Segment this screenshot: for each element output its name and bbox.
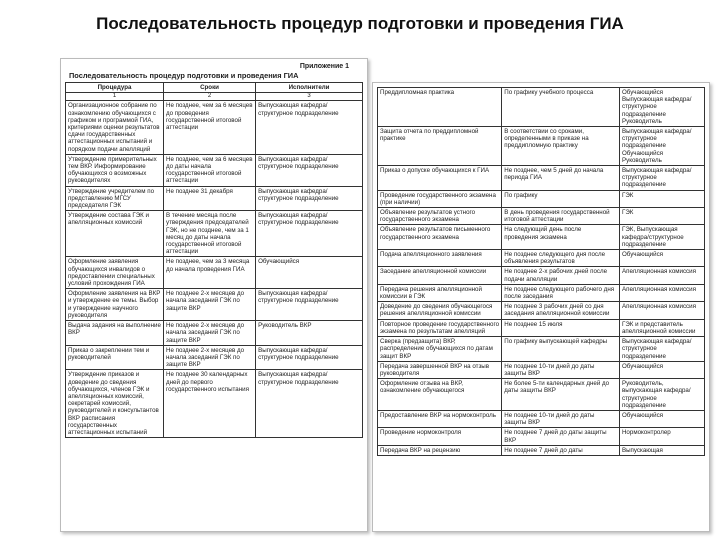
procedure-cell: Сверка (предзащита) ВКР, распределение обучающихся по датам защит ВКР xyxy=(378,337,502,362)
table-row xyxy=(378,250,705,267)
executor-cell: ГЭК и представитель апелляционной комиссии xyxy=(619,319,704,336)
executor-cell: Обучающийся xyxy=(619,410,704,427)
deadline-cell: Не позднее 2-х месяцев до начала заседаний ГЭК по защите ВКР xyxy=(164,321,256,346)
table-row xyxy=(378,302,705,319)
table-row xyxy=(66,257,363,289)
executor-cell: Обучающийся xyxy=(619,250,704,267)
deadline-cell: Не позднее 2-х месяцев до начала заседаний ГЭК по защите ВКР xyxy=(164,289,256,321)
deadline-cell: Не более 5-ти календарных дней до даты защиты ВКР xyxy=(502,379,620,411)
procedure-cell: Объявление результатов письменного государственного экзамена xyxy=(378,225,502,250)
deadline-cell: По графику учебного процесса xyxy=(502,88,620,127)
procedures-table-left xyxy=(65,82,363,438)
executor-cell: Выпускающая кафедра/структурное подразделение xyxy=(256,345,363,370)
deadline-cell: Не позднее следующего рабочего дня после заседания xyxy=(502,284,620,301)
table-row xyxy=(378,445,705,455)
procedure-cell: Защита отчета по преддипломной практике xyxy=(378,127,502,166)
deadline-cell: Не позднее 2-х месяцев до начала заседаний ГЭК по защите ВКР xyxy=(164,345,256,370)
procedure-cell: Повторное проведение государственного экзамена по результатам апелляций xyxy=(378,319,502,336)
table-row xyxy=(378,166,705,191)
executor-cell: ГЭК xyxy=(619,190,704,207)
procedure-cell: Приказ о допуске обучающихся к ГИА xyxy=(378,166,502,191)
table-row xyxy=(66,101,363,154)
header-procedure: Процедура xyxy=(66,83,164,93)
executor-cell: ГЭК xyxy=(619,208,704,225)
table-row xyxy=(66,211,363,257)
procedure-cell: Преддипломная практика xyxy=(378,88,502,127)
table-row xyxy=(378,267,705,284)
executor-cell: Выпускающая кафедра/структурное подразделение xyxy=(256,101,363,154)
deadline-cell: Не позднее 7 дней до даты xyxy=(502,445,620,455)
deadline-cell: В соответствии со сроками, определенными в приказе на преддипломную практику xyxy=(502,127,620,166)
executor-cell: Апелляционная комиссия xyxy=(619,284,704,301)
procedure-cell: Оформление отзыва на ВКР, ознакомление обучающегося xyxy=(378,379,502,411)
deadline-cell: Не позднее, чем за 6 месяцев до проведения государственной итоговой аттестации xyxy=(164,101,256,154)
table-row xyxy=(66,321,363,346)
executor-cell: Апелляционная комиссия xyxy=(619,302,704,319)
deadline-cell: В течение месяца после утверждения председателей ГЭК, но не позднее, чем за 1 месяц до даты начала государственной итоговой аттестации xyxy=(164,211,256,257)
procedure-cell: Объявление результатов устного государственного экзамена xyxy=(378,208,502,225)
procedure-cell: Оформление заявления на ВКР и утверждение ее темы. Выбор и утверждение научного руководителя xyxy=(66,289,164,321)
procedure-cell: Утверждение приказов и доведение до сведения обучающихся, членов ГЭК и апелляционных комиссий, секретарей комиссий, руководителей и консультантов ВКР расписания государственных аттестационных испытаний xyxy=(66,370,164,438)
document-subtitle: Последовательность процедур подготовки и проведения ГИА xyxy=(69,71,299,80)
procedure-cell: Проведение государственного экзамена (при наличии) xyxy=(378,190,502,207)
annex-label: Приложение 1 xyxy=(299,63,349,70)
header-number: 2 xyxy=(164,93,256,101)
deadline-cell: Не позднее 10-ти дней до даты защиты ВКР xyxy=(502,361,620,378)
header-deadline: Сроки xyxy=(164,83,256,93)
table-row xyxy=(378,337,705,362)
deadline-cell: Не позднее, чем за 3 месяца до начала проведения ГИА xyxy=(164,257,256,289)
executor-cell: Обучающийся Выпускающая кафедра/структурное подразделение Руководитель xyxy=(619,88,704,127)
table-row xyxy=(66,289,363,321)
procedure-cell: Выдача задания на выполнение ВКР xyxy=(66,321,164,346)
deadline-cell: Не позднее 3 рабочих дней со дня заседания апелляционной комиссии xyxy=(502,302,620,319)
deadline-cell: Не позднее следующего дня после объявления результатов xyxy=(502,250,620,267)
executor-cell: Выпускающая кафедра/структурное подразделение Обучающийся Руководитель xyxy=(619,127,704,166)
deadline-cell: Не позднее 15 июля xyxy=(502,319,620,336)
procedure-cell: Утверждение примерительных тем ВКР. Информирование обучающихся о возможных руководителях xyxy=(66,154,164,186)
procedure-cell: Заседание апелляционной комиссии xyxy=(378,267,502,284)
executor-cell: Руководитель, выпускающая кафедра/структурное подразделение xyxy=(619,379,704,411)
procedure-cell: Предоставление ВКР на нормоконтроль xyxy=(378,410,502,427)
procedure-cell: Организационное собрание по ознакомлению обучающихся с графиком и программой ГИА, критериями оценки результатов сдачи государственных аттестационных испытаний и порядком подачи апелляций xyxy=(66,101,164,154)
procedure-cell: Передача завершенной ВКР на отзыв руководителя xyxy=(378,361,502,378)
table-row xyxy=(378,379,705,411)
executor-cell: Выпускающая xyxy=(619,445,704,455)
deadline-cell: По графику xyxy=(502,190,620,207)
deadline-cell: По графику выпускающей кафедры xyxy=(502,337,620,362)
deadline-cell: Не позднее 2-х рабочих дней после подачи апелляции xyxy=(502,267,620,284)
document-page-left xyxy=(60,58,368,532)
executor-cell: Апелляционная комиссия xyxy=(619,267,704,284)
deadline-cell: Не позднее 30 календарных дней до первого государственного испытания xyxy=(164,370,256,438)
procedure-cell: Передача ВКР на рецензию xyxy=(378,445,502,455)
table-row xyxy=(66,345,363,370)
deadline-cell: Не позднее, чем 5 дней до начала периода ГИА xyxy=(502,166,620,191)
deadline-cell: Не позднее, чем за 6 месяцев до даты начала государственной итоговой аттестации xyxy=(164,154,256,186)
deadline-cell: Не позднее 10-ти дней до даты защиты ВКР xyxy=(502,410,620,427)
procedure-cell: Оформление заявления обучающихся инвалидов о предоставлении специальных условий прохождения ГИА xyxy=(66,257,164,289)
executor-cell: Обучающийся xyxy=(256,257,363,289)
executor-cell: Обучающийся xyxy=(619,361,704,378)
executor-cell: Выпускающая кафедра/структурное подразделение xyxy=(256,370,363,438)
document-page-right xyxy=(372,82,710,532)
procedure-cell: Передача решения апелляционной комиссии в ГЭК xyxy=(378,284,502,301)
procedure-cell: Утверждение состава ГЭК и апелляционных комиссий xyxy=(66,211,164,257)
table-header-number-row xyxy=(66,93,363,101)
executor-cell: Выпускающая кафедра/структурное подразделение xyxy=(256,289,363,321)
procedure-cell: Доведение до сведения обучающегося решения апелляционной комиссии xyxy=(378,302,502,319)
executor-cell: Выпускающая кафедра/структурное подразделение xyxy=(619,337,704,362)
table-row xyxy=(378,190,705,207)
procedure-cell: Проведение нормоконтроля xyxy=(378,428,502,445)
deadline-cell: На следующий день после проведения экзамена xyxy=(502,225,620,250)
table-row xyxy=(66,370,363,438)
slide-title: Последовательность процедур подготовки и проведения ГИА xyxy=(96,14,624,33)
table-row xyxy=(66,154,363,186)
table-row xyxy=(378,284,705,301)
procedure-cell: Подача апелляционного заявления xyxy=(378,250,502,267)
executor-cell: Нормоконтролер xyxy=(619,428,704,445)
header-executors: Исполнители xyxy=(256,83,363,93)
table-header-row xyxy=(66,83,363,93)
table-row xyxy=(378,361,705,378)
table-row xyxy=(378,428,705,445)
procedure-cell: Утверждение учредителем по представлению МГСУ председателя ГЭК xyxy=(66,186,164,211)
executor-cell: Выпускающая кафедра/структурное подразделение xyxy=(256,186,363,211)
procedures-table-right xyxy=(377,87,705,456)
table-row xyxy=(378,319,705,336)
executor-cell: Выпускающая кафедра/структурное подразделение xyxy=(619,166,704,191)
executor-cell: Руководитель ВКР xyxy=(256,321,363,346)
header-number: 1 xyxy=(66,93,164,101)
deadline-cell: Не позднее 7 дней до даты защиты ВКР xyxy=(502,428,620,445)
executor-cell: ГЭК, Выпускающая кафедра/структурное подразделение xyxy=(619,225,704,250)
deadline-cell: В день проведения государственной итоговой аттестации xyxy=(502,208,620,225)
table-row xyxy=(378,410,705,427)
table-row xyxy=(378,225,705,250)
executor-cell: Выпускающая кафедра/структурное подразделение xyxy=(256,211,363,257)
table-row xyxy=(378,127,705,166)
executor-cell: Выпускающая кафедра/структурное подразделение xyxy=(256,154,363,186)
header-number: 3 xyxy=(256,93,363,101)
procedure-cell: Приказ о закреплении тем и руководителей xyxy=(66,345,164,370)
table-row xyxy=(66,186,363,211)
table-row xyxy=(378,208,705,225)
deadline-cell: Не позднее 31 декабря xyxy=(164,186,256,211)
table-row xyxy=(378,88,705,127)
